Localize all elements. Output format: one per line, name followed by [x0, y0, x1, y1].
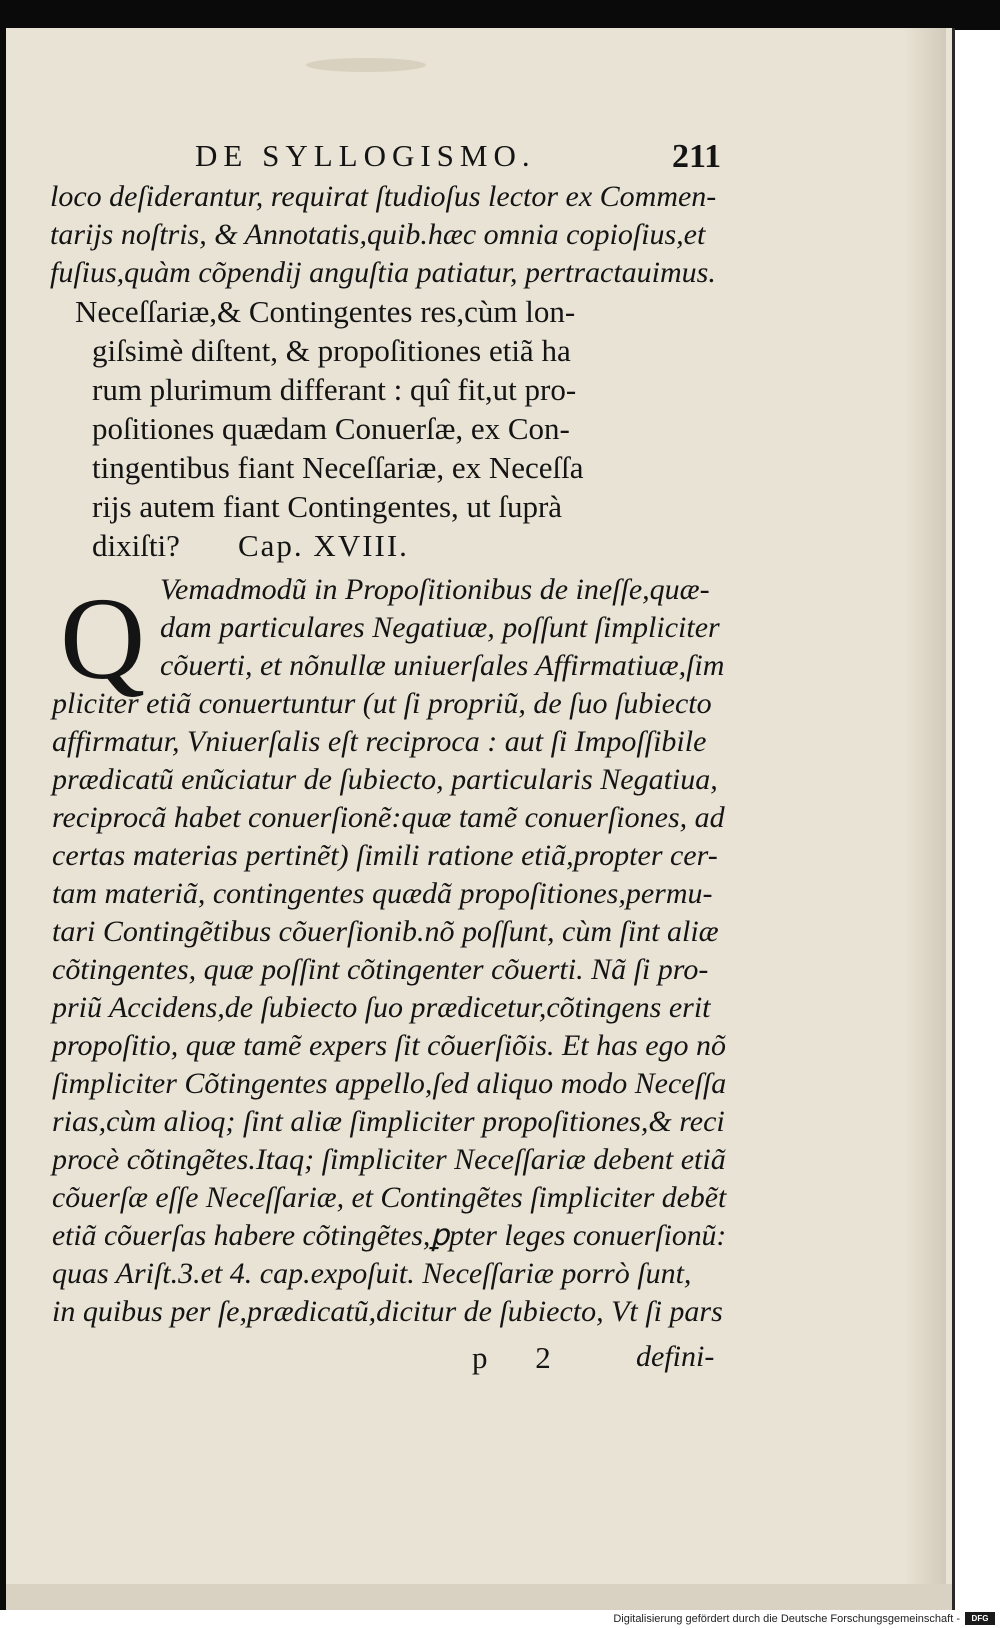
text-line: tingentibus fiant Neceſſariæ, ex Neceſſa	[92, 450, 584, 485]
text-line: procè cõtingẽtes.Itaq; ſimpliciter Neceſſariæ debent etiã	[52, 1143, 726, 1176]
signature-mark: p 2	[472, 1340, 571, 1375]
text-line: poſitiones quædam Conuerſæ, ex Con-	[92, 411, 570, 446]
text-line: quas Ariſt.3.et 4. cap.expoſuit. Neceſſariæ porrò ſunt,	[52, 1257, 692, 1290]
text-line: fuſius,quàm cõpendij anguſtia patiatur, pertractauimus.	[50, 256, 716, 289]
text-line: reciprocã habet conuerſionẽ:quæ tamẽ conuerſiones, ad	[52, 801, 725, 834]
dfg-logo: DFG	[965, 1612, 995, 1625]
text-line: giſsimè diſtent, & propoſitiones etiã ha	[92, 333, 571, 368]
text-line: tarijs noſtris, & Annotatis,quib.hæc omnia copioſius,et	[50, 218, 706, 251]
paper-stain	[306, 58, 426, 72]
text-line: priũ Accidens,de ſubiecto ſuo prædicetur,cõtingens erit	[52, 991, 711, 1024]
text-line: affirmatur, Vniuerſalis eſt reciproca : aut ſi Impoſſibile	[52, 725, 707, 758]
text-line: cõuerti, et nõnullæ uniuerſales Affirmatiuæ,ſim	[160, 649, 725, 682]
text-line: Neceſſariæ,& Contingentes res,cùm lon-	[75, 294, 576, 329]
text-line: tari Contingẽtibus cõuerſionib.nõ poſſunt, cùm ſint aliæ	[52, 915, 719, 948]
text-line: prædicatũ enũciatur de ſubiecto, particularis Negatiua,	[52, 763, 718, 796]
scan-top-band	[0, 0, 1000, 30]
page-gutter-shadow	[904, 28, 946, 1610]
digitization-footer	[0, 1610, 1000, 1628]
footer-credit: Digitalisierung gefördert durch die Deutsche Forschungsgemeinschaft -	[613, 1613, 960, 1625]
text-line: etiã cõuerſas habere cõtingẽtes,ꝑpter leges conuerſionũ:	[52, 1219, 727, 1252]
text-line: certas materias pertinẽt) ſimili ratione etiã,propter cer-	[52, 839, 718, 872]
text-line: ſimpliciter Cõtingentes appello,ſed aliquo modo Neceſſa	[52, 1067, 727, 1100]
chapter-heading: Cap. XVIII.	[238, 528, 409, 563]
text-line: propoſitio, quæ tamẽ expers ſit cõuerſiõis. Et has ego nõ	[52, 1029, 726, 1062]
text-line: cõtingentes, quæ poſſint cõtingenter cõuerti. Nã ſi pro-	[52, 953, 709, 986]
catchword: defini-	[636, 1340, 715, 1373]
text-line: tam materiã, contingentes quædã propoſitiones,permu-	[52, 877, 713, 910]
text-line: cõuerſæ eſſe Neceſſariæ, et Contingẽtes ſimpliciter debẽt	[52, 1181, 727, 1214]
page-bottom-edge	[6, 1584, 952, 1610]
text-line: loco deſiderantur, requirat ſtudioſus lector ex Commen-	[50, 180, 717, 213]
text-line: in quibus per ſe,prædicatũ,dicitur de ſubiecto, Vt ſi pars	[52, 1295, 723, 1328]
text-line: dixiſti?	[92, 528, 180, 563]
text-line: rias,cùm alioq; ſint aliæ ſimpliciter propoſitiones,& reci	[52, 1105, 725, 1138]
text-line: dam particulares Negatiuæ, poſſunt ſimpliciter	[160, 611, 720, 644]
text-line: Vemadmodũ in Propoſitionibus de ineſſe,quæ-	[160, 573, 710, 606]
text-line: pliciter etiã conuertuntur (ut ſi propriũ, de ſuo ſubiecto	[52, 687, 712, 720]
page-number: 211	[672, 138, 722, 175]
drop-cap-initial: Q	[60, 573, 146, 704]
running-title: DE SYLLOGISMO.	[195, 138, 536, 173]
text-line: rijs autem fiant Contingentes, ut ſuprà	[92, 489, 563, 524]
text-line: rum plurimum differant : quî fit,ut pro-	[92, 372, 577, 407]
